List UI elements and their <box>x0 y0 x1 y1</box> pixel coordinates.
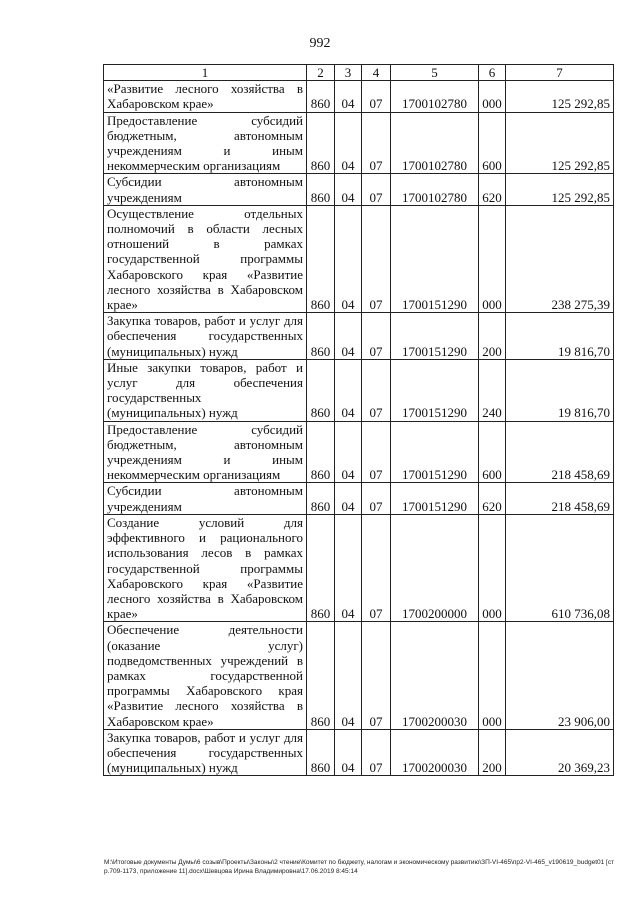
row-ministry-code: 860 <box>307 313 335 360</box>
row-expense-type: 620 <box>479 483 506 514</box>
table-row <box>104 81 614 112</box>
row-target-code: 1700102780 <box>391 81 479 112</box>
header-col-7: 7 <box>506 65 614 81</box>
table-row <box>104 729 614 776</box>
row-expense-type: 200 <box>479 729 506 776</box>
table-row <box>104 359 614 421</box>
row-section-code: 04 <box>335 112 362 174</box>
row-subsection-code: 07 <box>362 729 391 776</box>
header-col-3: 3 <box>335 65 362 81</box>
row-expense-type: 600 <box>479 421 506 483</box>
row-target-code: 1700102780 <box>391 174 479 205</box>
table-header-row <box>104 65 614 81</box>
row-amount: 218 458,69 <box>506 421 614 483</box>
row-ministry-code: 860 <box>307 205 335 312</box>
header-col-2: 2 <box>307 65 335 81</box>
row-name: Закупка товаров, работ и услуг для обеспечения государственных (муниципальных) нужд <box>104 729 307 776</box>
row-subsection-code: 07 <box>362 313 391 360</box>
row-ministry-code: 860 <box>307 81 335 112</box>
row-target-code: 1700200030 <box>391 622 479 729</box>
file-path-footer: М:\Итоговые документы Думы\6 созыв\Проекты\Законы\2 чтение\Комитет по бюджету, налогам и экономическому развитию\ЗП-VI-465\пр2-VI-465_v190619_budget01 [стр.709-1173, приложение 11].docx\Шевцова Ирина Владимировна\17.06.2019 8:45:14 <box>104 859 615 875</box>
row-amount: 20 369,23 <box>506 729 614 776</box>
table-row <box>104 174 614 205</box>
row-subsection-code: 07 <box>362 359 391 421</box>
table-row <box>104 514 614 621</box>
row-ministry-code: 860 <box>307 514 335 621</box>
row-name: Иные закупки товаров, работ и услуг для обеспечения государственных (муниципальных) нужд <box>104 359 307 421</box>
row-ministry-code: 860 <box>307 174 335 205</box>
row-ministry-code: 860 <box>307 112 335 174</box>
table-row <box>104 622 614 729</box>
row-ministry-code: 860 <box>307 421 335 483</box>
row-amount: 125 292,85 <box>506 112 614 174</box>
row-amount: 218 458,69 <box>506 483 614 514</box>
row-section-code: 04 <box>335 81 362 112</box>
row-target-code: 1700151290 <box>391 313 479 360</box>
row-section-code: 04 <box>335 205 362 312</box>
row-target-code: 1700151290 <box>391 205 479 312</box>
row-expense-type: 200 <box>479 313 506 360</box>
row-section-code: 04 <box>335 514 362 621</box>
row-amount: 19 816,70 <box>506 359 614 421</box>
row-subsection-code: 07 <box>362 514 391 621</box>
row-amount: 125 292,85 <box>506 174 614 205</box>
header-col-1: 1 <box>104 65 307 81</box>
row-expense-type: 620 <box>479 174 506 205</box>
row-target-code: 1700151290 <box>391 421 479 483</box>
header-col-5: 5 <box>391 65 479 81</box>
table-row <box>104 483 614 514</box>
row-expense-type: 000 <box>479 514 506 621</box>
row-target-code: 1700200030 <box>391 729 479 776</box>
row-ministry-code: 860 <box>307 729 335 776</box>
header-col-4: 4 <box>362 65 391 81</box>
row-expense-type: 000 <box>479 622 506 729</box>
row-amount: 125 292,85 <box>506 81 614 112</box>
table-row <box>104 313 614 360</box>
table-row <box>104 205 614 312</box>
table-row <box>104 112 614 174</box>
row-subsection-code: 07 <box>362 112 391 174</box>
row-target-code: 1700151290 <box>391 359 479 421</box>
row-name: Субсидии автономным учреждениям <box>104 174 307 205</box>
row-name: Создание условий для эффективного и рационального использования лесов в рамках государственной программы Хабаровского края «Развитие лесного хозяйства в Хабаровском крае» <box>104 514 307 621</box>
row-name: Обеспечение деятельности (оказание услуг) подведомственных учреждений в рамках государственной программы Хабаровского края «Развитие лесного хозяйства в Хабаровском крае» <box>104 622 307 729</box>
row-name: Осуществление отдельных полномочий в области лесных отношений в рамках государственной программы Хабаровского края «Развитие лесного хозяйства в Хабаровском крае» <box>104 205 307 312</box>
row-target-code: 1700102780 <box>391 112 479 174</box>
row-expense-type: 240 <box>479 359 506 421</box>
page-number: 992 <box>309 36 331 51</box>
row-expense-type: 600 <box>479 112 506 174</box>
row-expense-type: 000 <box>479 205 506 312</box>
row-name: Субсидии автономным учреждениям <box>104 483 307 514</box>
row-section-code: 04 <box>335 483 362 514</box>
row-subsection-code: 07 <box>362 622 391 729</box>
row-name: Предоставление субсидий бюджетным, автономным учреждениям и иным некоммерческим организациям <box>104 421 307 483</box>
row-amount: 610 736,08 <box>506 514 614 621</box>
row-ministry-code: 860 <box>307 483 335 514</box>
row-section-code: 04 <box>335 729 362 776</box>
row-section-code: 04 <box>335 622 362 729</box>
row-expense-type: 000 <box>479 81 506 112</box>
row-subsection-code: 07 <box>362 483 391 514</box>
row-section-code: 04 <box>335 421 362 483</box>
row-subsection-code: 07 <box>362 421 391 483</box>
row-name: Предоставление субсидий бюджетным, автономным учреждениям и иным некоммерческим организациям <box>104 112 307 174</box>
budget-table <box>103 64 614 776</box>
row-target-code: 1700200000 <box>391 514 479 621</box>
row-name: Закупка товаров, работ и услуг для обеспечения государственных (муниципальных) нужд <box>104 313 307 360</box>
header-col-6: 6 <box>479 65 506 81</box>
row-ministry-code: 860 <box>307 622 335 729</box>
row-name: «Развитие лесного хозяйства в Хабаровском крае» <box>104 81 307 112</box>
row-amount: 19 816,70 <box>506 313 614 360</box>
row-subsection-code: 07 <box>362 81 391 112</box>
row-subsection-code: 07 <box>362 174 391 205</box>
row-amount: 23 906,00 <box>506 622 614 729</box>
row-subsection-code: 07 <box>362 205 391 312</box>
row-target-code: 1700151290 <box>391 483 479 514</box>
row-section-code: 04 <box>335 359 362 421</box>
row-ministry-code: 860 <box>307 359 335 421</box>
row-section-code: 04 <box>335 174 362 205</box>
table-row <box>104 421 614 483</box>
row-amount: 238 275,39 <box>506 205 614 312</box>
row-section-code: 04 <box>335 313 362 360</box>
